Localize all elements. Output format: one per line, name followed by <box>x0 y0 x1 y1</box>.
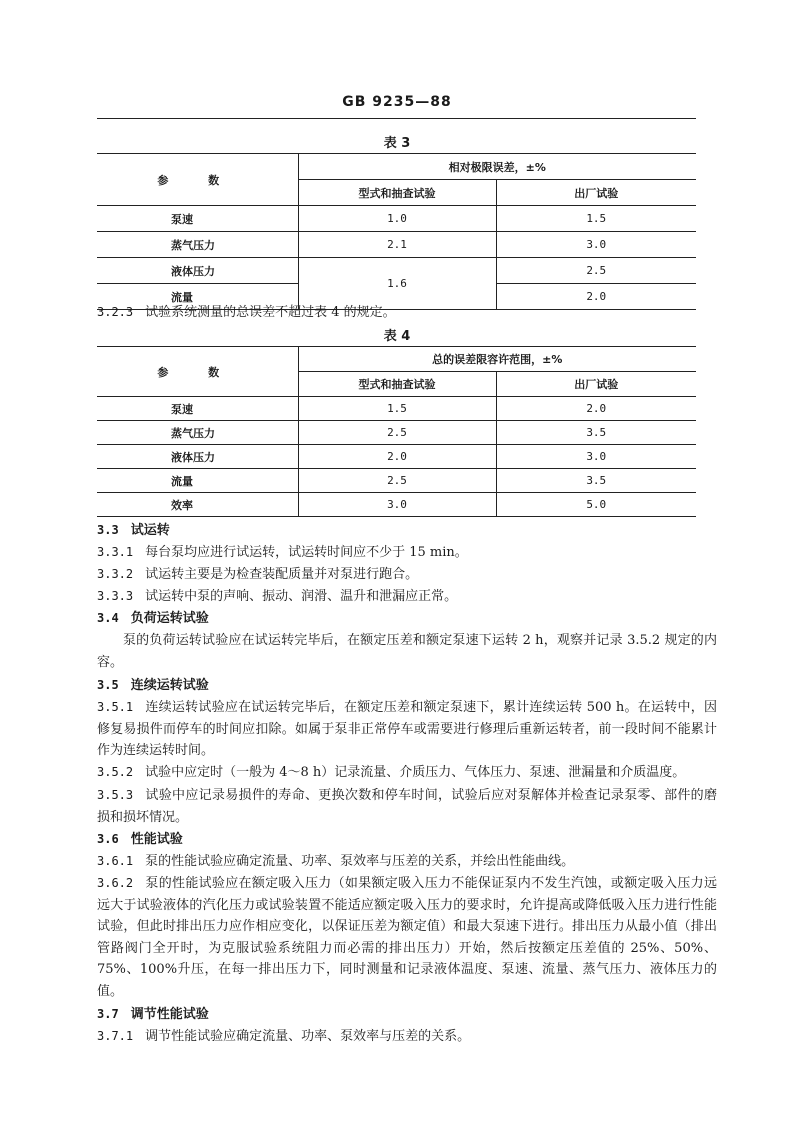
clause-text: 泵的性能试验应在额定吸入压力（如果额定吸入压力不能保证泵内不发生汽蚀，或额定吸入压力远远大于试验液体的汽化压力或试验装置不能适应额定吸入压力的要求时，允许提高或降低吸入压力进行性能试验，但此时排出压力应作相应变化，以保证压差为额定值）和最大泵速下进行。排出压力从最小值（排出管路阀门全开时，为克服试验系统阻力而必需的排出压力）开始，然后按额定压差值的 25%、50%、75%、100%升压，在每一排出压力下，同时测量和记录液体温度、泵速、流量、蒸气压力、液体压力的值。 <box>97 876 717 999</box>
clause-label: 3.3.2 <box>97 567 134 581</box>
section-heading-3-5 <box>97 675 717 697</box>
table-cell-param: 液体压力 <box>97 258 298 284</box>
clause-3-6-1 <box>97 851 717 873</box>
paragraph-3-4: 泵的负荷运转试验应在试运转完毕后，在额定压差和额定泵速下运转 2 h，观察并记录 3.5.2 规定的内容。 <box>97 633 717 670</box>
table-cell-param: 泵速 <box>97 206 298 232</box>
clause-text: 连续运转试验应在试运转完毕后，在额定压差和额定泵速下，累计连续运转 500 h。在运转中，因修复易损件而停车的时间应扣除。如属于泵非正常停车或需要进行修理后重新运转者，前一段时间不能累计作为连续运转时间。 <box>97 700 717 758</box>
table-cell-value: 2.5 <box>496 258 696 284</box>
clause-3-7-1 <box>97 1026 717 1048</box>
table-row <box>97 206 696 232</box>
section-label: 3.7 <box>97 1007 119 1021</box>
table-cell-value: 2.5 <box>298 469 496 493</box>
table-cell-value: 1.0 <box>298 206 496 232</box>
clause-label: 3.7.1 <box>97 1029 134 1043</box>
table-cell-value: 3.5 <box>496 469 696 493</box>
table-cell-param: 蒸气压力 <box>97 232 298 258</box>
clause-3-3-2 <box>97 564 717 586</box>
table-row <box>97 469 696 493</box>
table-cell-param: 泵速 <box>97 397 298 421</box>
section-heading-3-7 <box>97 1004 717 1026</box>
table-cell-value: 1.5 <box>496 206 696 232</box>
section-heading-3-3 <box>97 520 717 542</box>
clause-3-3-1 <box>97 542 717 564</box>
table-cell-value: 3.5 <box>496 421 696 445</box>
section-title: 负荷运转试验 <box>130 611 209 626</box>
section-title: 试运转 <box>130 523 170 538</box>
section-title: 调节性能试验 <box>130 1007 209 1022</box>
table-4-group-header: 总的误差限容许范围，±% <box>298 347 696 372</box>
table-cell-param: 蒸气压力 <box>97 421 298 445</box>
section-title: 性能试验 <box>130 832 183 847</box>
header-divider <box>97 118 696 119</box>
clause-label: 3.3.3 <box>97 589 134 603</box>
table-row <box>97 258 696 284</box>
table-cell-value: 2.5 <box>298 421 496 445</box>
table-cell-value: 2.0 <box>496 284 696 310</box>
clause-3-5-1 <box>97 697 717 762</box>
section-title: 连续运转试验 <box>130 678 209 693</box>
section-label: 3.3 <box>97 523 119 537</box>
clause-3-2-3 <box>97 302 717 324</box>
section-heading-3-4 <box>97 608 717 630</box>
table-cell-param: 流量 <box>97 469 298 493</box>
clause-label: 3.5.3 <box>97 788 134 802</box>
table-3-param-header: 参 数 <box>97 154 298 206</box>
table-4-param-header: 参 数 <box>97 347 298 397</box>
table-3-col-type-test: 型式和抽查试验 <box>298 180 496 206</box>
table-cell-value: 1.5 <box>298 397 496 421</box>
clause-label: 3.2.3 <box>97 305 134 319</box>
table-cell-param: 效率 <box>97 493 298 517</box>
table-4 <box>97 346 696 517</box>
clause-text: 试验中应记录易损件的寿命、更换次数和停车时间，试验后应对泵解体并检查记录泵零、部件的磨损和损坏情况。 <box>97 788 717 825</box>
table-row <box>97 493 696 517</box>
table-cell-value: 2.0 <box>298 445 496 469</box>
section-label: 3.6 <box>97 832 119 846</box>
section-label: 3.4 <box>97 611 119 625</box>
table-3-caption: 表 3 <box>383 136 411 151</box>
table-cell-value: 2.1 <box>298 232 496 258</box>
clause-label: 3.5.2 <box>97 765 134 779</box>
table-3-group-header: 相对极限误差，±% <box>298 154 696 180</box>
clause-label: 3.6.1 <box>97 854 134 868</box>
table-4-col-type-test: 型式和抽查试验 <box>298 372 496 397</box>
table-cell-value: 3.0 <box>496 445 696 469</box>
clause-text: 每台泵均应进行试运转，试运转时间应不少于 15 min。 <box>145 545 468 560</box>
table-cell-param: 液体压力 <box>97 445 298 469</box>
table-3 <box>97 153 696 310</box>
table-row <box>97 445 696 469</box>
clause-text: 试验系统测量的总误差不超过表 4 的规定。 <box>145 305 396 320</box>
table-3-col-factory: 出厂试验 <box>496 180 696 206</box>
table-row <box>97 232 696 258</box>
clause-3-5-3 <box>97 785 717 828</box>
clause-label: 3.5.1 <box>97 700 134 714</box>
clause-3-3-3 <box>97 586 717 608</box>
clause-text: 调节性能试验应确定流量、功率、泵效率与压差的关系。 <box>145 1029 471 1044</box>
document-code-header: GB 9235—88 <box>342 94 452 110</box>
clause-label: 3.6.2 <box>97 876 134 890</box>
clause-text: 泵的性能试验应确定流量、功率、泵效率与压差的关系，并绘出性能曲线。 <box>145 854 575 869</box>
clause-3-6-2 <box>97 873 717 1002</box>
table-cell-value: 2.0 <box>496 397 696 421</box>
table-cell-value: 5.0 <box>496 493 696 517</box>
table-4-caption: 表 4 <box>383 329 411 344</box>
table-cell-param: 流量 <box>97 284 298 310</box>
clause-text: 试验中应定时（一般为 4～8 h）记录流量、介质压力、气体压力、泵速、泄漏量和介质温度。 <box>145 765 686 780</box>
section-label: 3.5 <box>97 678 119 692</box>
table-cell-value: 3.0 <box>298 493 496 517</box>
clause-label: 3.3.1 <box>97 545 134 559</box>
clause-text: 试运转中泵的声响、振动、润滑、温升和泄漏应正常。 <box>145 589 458 604</box>
table-cell-value: 3.0 <box>496 232 696 258</box>
table-4-col-factory: 出厂试验 <box>496 372 696 397</box>
clause-text: 试运转主要是为检查装配质量并对泵进行跑合。 <box>145 567 419 582</box>
table-row <box>97 421 696 445</box>
table-row <box>97 397 696 421</box>
table-cell-value-merged: 1.6 <box>298 258 496 310</box>
clause-3-5-2 <box>97 762 717 784</box>
section-heading-3-6 <box>97 829 717 851</box>
